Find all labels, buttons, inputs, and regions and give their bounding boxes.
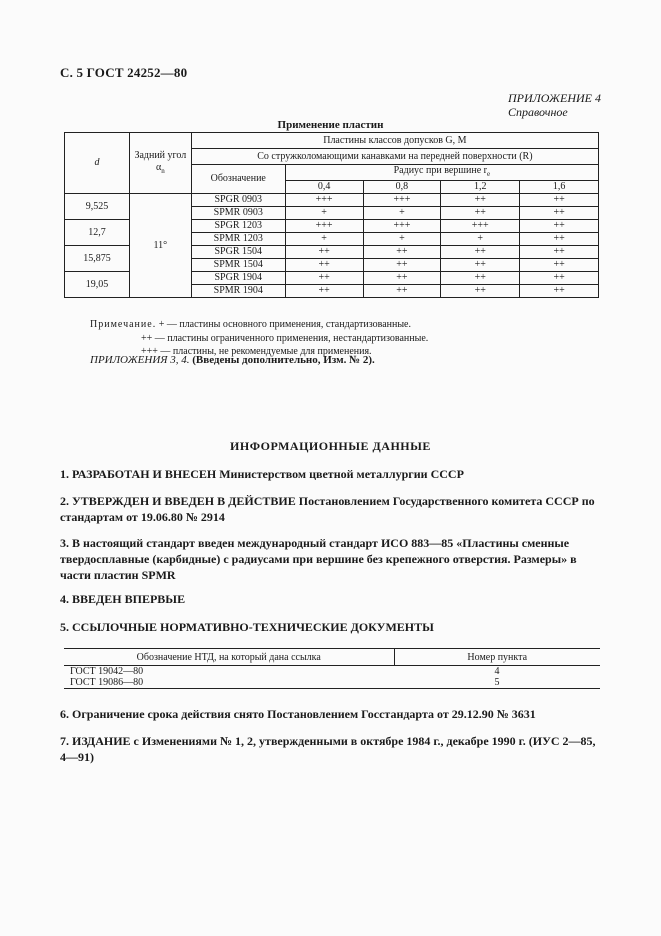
rating-cell: ++ bbox=[285, 285, 363, 298]
note-line: +++ — пластины, не рекомендуемые для применения. bbox=[141, 346, 372, 357]
designation-cell: SPMR 1504 bbox=[191, 259, 285, 272]
rating-cell: + bbox=[441, 233, 520, 246]
rating-cell: ++ bbox=[363, 285, 441, 298]
rating-cell: ++ bbox=[285, 259, 363, 272]
rating-cell: ++ bbox=[520, 285, 599, 298]
plates-table bbox=[64, 132, 599, 298]
info-title: ИНФОРМАЦИОННЫЕ ДАННЫЕ bbox=[230, 439, 431, 453]
rating-cell: ++ bbox=[363, 259, 441, 272]
radius-header: Радиус при вершине $r_e$ bbox=[285, 165, 598, 181]
designation-cell: SPGR 1203 bbox=[191, 220, 285, 233]
reference-doc: ГОСТ 19086—80 bbox=[64, 677, 394, 689]
rating-cell: +++ bbox=[441, 220, 520, 233]
reference-doc: ГОСТ 19042—80 bbox=[70, 666, 144, 677]
reference-header-item: Номер пункта bbox=[394, 649, 600, 666]
note-line: Примечание. + — пластины основного применения, стандартизованные. bbox=[90, 319, 411, 330]
rating-cell: ++ bbox=[520, 272, 599, 285]
reference-item-number: 5 bbox=[394, 677, 600, 689]
rating-cell: + bbox=[363, 233, 441, 246]
note-line: ++ — пластины ограниченного применения, нестандартизованные. bbox=[141, 332, 429, 344]
reference-item-number: 4 bbox=[494, 666, 500, 677]
rating-cell: ++ bbox=[441, 246, 520, 259]
info-item-1: 1. РАЗРАБОТАН И ВНЕСЕН Министерством цветной металлургии СССР bbox=[60, 467, 464, 481]
d-value: 19,05 bbox=[65, 272, 130, 298]
info-item-7: 7. ИЗДАНИЕ с Изменениями № 1, 2, утвержденными в октябре 1984 г., декабре 1990 г. (ИУС 2—85, 4—91) bbox=[60, 734, 596, 764]
info-item-4: 4. ВВЕДЕН ВПЕРВЫЕ bbox=[60, 592, 186, 606]
grooves-header: Со стружколомающими канавками на передней поверхности (R) bbox=[191, 149, 598, 165]
col-d-header: d bbox=[65, 133, 130, 194]
reference-table bbox=[64, 648, 600, 689]
rating-cell: ++ bbox=[520, 207, 599, 220]
table-row bbox=[65, 194, 599, 207]
info-item-5: 5. ССЫЛОЧНЫЕ НОРМАТИВНО-ТЕХНИЧЕСКИЕ ДОКУМЕНТЫ bbox=[60, 620, 434, 634]
designation-cell: SPMR 1904 bbox=[191, 285, 285, 298]
rating-cell: ++ bbox=[441, 207, 520, 220]
reference-header-doc: Обозначение НТД, на который дана ссылка bbox=[64, 649, 394, 666]
table-notes bbox=[90, 318, 428, 359]
rating-cell: ++ bbox=[520, 233, 599, 246]
appendix-reference: ПРИЛОЖЕНИЯ 3, 4. (Введены дополнительно, Изм. № 2). bbox=[90, 354, 375, 366]
rating-cell: ++ bbox=[363, 272, 441, 285]
page-header: С. 5 ГОСТ 24252—80 bbox=[60, 65, 188, 80]
rating-cell: + bbox=[285, 233, 363, 246]
rating-cell: ++ bbox=[285, 246, 363, 259]
designation-cell: SPMR 0903 bbox=[191, 207, 285, 220]
rating-cell: +++ bbox=[285, 194, 363, 207]
radius-value: 1,6 bbox=[520, 181, 599, 194]
rating-cell: + bbox=[363, 207, 441, 220]
angle-value: 11° bbox=[129, 194, 191, 298]
rating-cell: ++ bbox=[441, 194, 520, 207]
table-title: Применение пластин bbox=[277, 119, 384, 131]
designation-cell: SPGR 1904 bbox=[191, 272, 285, 285]
rating-cell: +++ bbox=[363, 220, 441, 233]
rating-cell: ++ bbox=[441, 272, 520, 285]
reference-header-row bbox=[64, 649, 600, 666]
rating-cell: ++ bbox=[441, 285, 520, 298]
table-row bbox=[64, 677, 600, 689]
rating-cell: ++ bbox=[441, 259, 520, 272]
rating-cell: ++ bbox=[520, 194, 599, 207]
appendix-title: ПРИЛОЖЕНИЕ 4 bbox=[508, 91, 601, 105]
d-value: 15,875 bbox=[65, 246, 130, 272]
radius-value: 0,8 bbox=[363, 181, 441, 194]
table-row bbox=[64, 666, 600, 678]
rating-cell: + bbox=[285, 207, 363, 220]
radius-value: 0,4 bbox=[285, 181, 363, 194]
d-value: 9,525 bbox=[65, 194, 130, 220]
rating-cell: ++ bbox=[363, 246, 441, 259]
classes-header: Пластины классов допусков G, M bbox=[191, 133, 598, 149]
rating-cell: ++ bbox=[520, 246, 599, 259]
designation-cell: SPGR 0903 bbox=[191, 194, 285, 207]
d-value: 12,7 bbox=[65, 220, 130, 246]
info-item-6: 6. Ограничение срока действия снято Постановлением Госстандарта от 29.12.90 № 3631 bbox=[60, 707, 536, 721]
rating-cell: ++ bbox=[285, 272, 363, 285]
rating-cell: +++ bbox=[285, 220, 363, 233]
radius-value: 1,2 bbox=[441, 181, 520, 194]
info-item-3: 3. В настоящий стандарт введен международный стандарт ИСО 883—85 «Пластины сменные твердосплавные (карбидные) с радиусами при вершине без крепежного отверстия. Размеры» в части пластин SPMR bbox=[60, 536, 577, 582]
designation-cell: SPGR 1504 bbox=[191, 246, 285, 259]
appendix-subtitle: Справочное bbox=[508, 105, 568, 119]
note-label: Примечание. bbox=[90, 319, 157, 330]
col-angle-header: Задний угол $\alpha_n$ bbox=[129, 133, 191, 194]
info-item-2: 2. УТВЕРЖДЕН И ВВЕДЕН В ДЕЙСТВИЕ Постановлением Государственного комитета СССР по стандартам от 19.06.80 № 2914 bbox=[60, 494, 595, 524]
rating-cell: +++ bbox=[363, 194, 441, 207]
rating-cell: ++ bbox=[520, 220, 599, 233]
designation-cell: SPMR 1203 bbox=[191, 233, 285, 246]
rating-cell: ++ bbox=[520, 259, 599, 272]
designation-header: Обозначение bbox=[191, 165, 285, 194]
